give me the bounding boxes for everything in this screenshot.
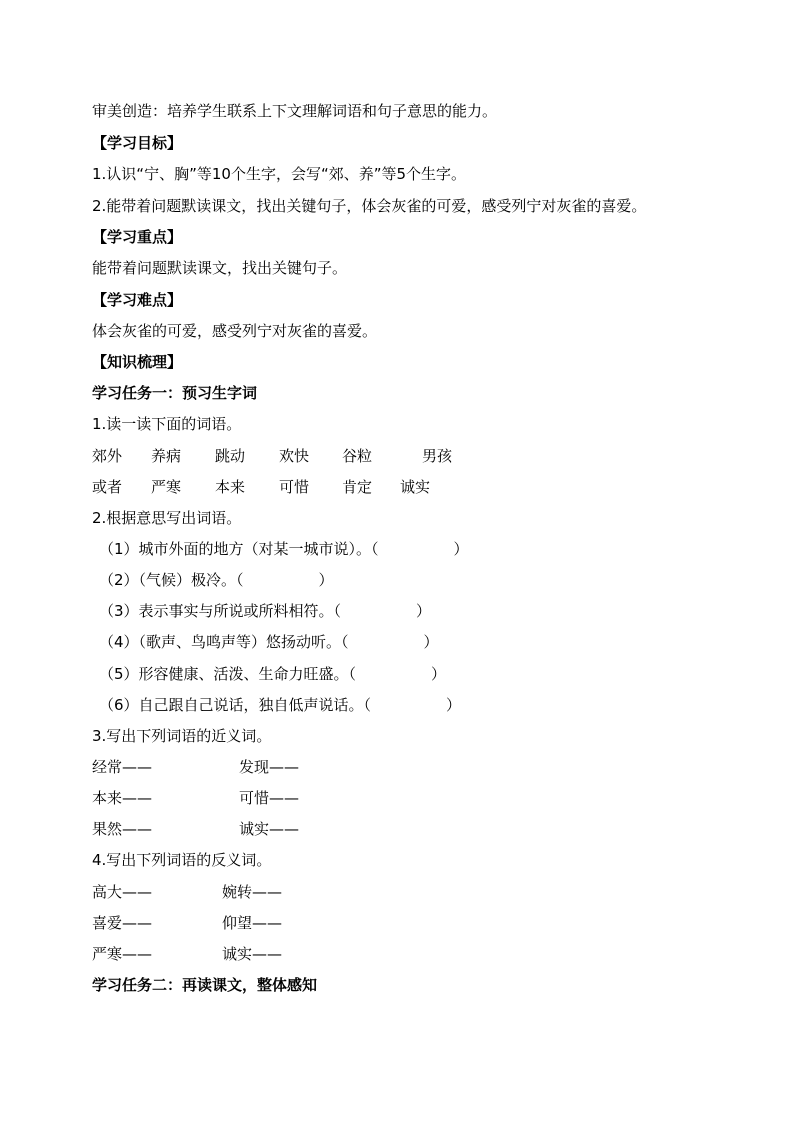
synonym-item: 经常—— <box>92 758 153 776</box>
vocab-word: 或者 <box>92 478 123 496</box>
vocab-word: 男孩 <box>422 447 453 465</box>
q2-item: （5）形容健康、活泼、生命力旺盛。（ ） <box>99 665 447 683</box>
q2-item: （2）（气候）极冷。（ ） <box>99 571 334 589</box>
difficulties-heading: 【学习难点】 <box>92 291 183 309</box>
q2-prompt: 2.根据意思写出词语。 <box>92 509 242 527</box>
synonym-item: 果然—— <box>92 820 153 838</box>
vocab-word: 严寒 <box>151 478 182 496</box>
intro-text: 审美创造：培养学生联系上下文理解词语和句子意思的能力。 <box>92 102 498 120</box>
antonym-item: 诚实—— <box>222 945 283 963</box>
knowledge-heading: 【知识梳理】 <box>92 353 183 371</box>
vocab-word: 谷粒 <box>342 447 373 465</box>
antonym-item: 严寒—— <box>92 945 153 963</box>
vocab-word: 本来 <box>215 478 246 496</box>
q2-item: （4）（歌声、鸟鸣声等）悠扬动听。（ ） <box>99 633 439 651</box>
synonym-item: 本来—— <box>92 789 153 807</box>
synonym-item: 诚实—— <box>239 820 300 838</box>
goals-heading: 【学习目标】 <box>92 134 183 152</box>
synonym-item: 发现—— <box>239 758 300 776</box>
q4-prompt: 4.写出下列词语的反义词。 <box>92 851 272 869</box>
key-points-text: 能带着问题默读课文，找出关键句子。 <box>92 259 348 277</box>
q2-item: （3）表示事实与所说或所料相符。（ ） <box>99 602 432 620</box>
task2-title: 学习任务二：再读课文，整体感知 <box>92 976 318 994</box>
q1-prompt: 1.读一读下面的词语。 <box>92 415 242 433</box>
task1-title: 学习任务一：预习生字词 <box>92 384 258 402</box>
vocab-word: 养病 <box>151 447 182 465</box>
vocab-word: 诚实 <box>400 478 431 496</box>
vocab-word: 跳动 <box>215 447 246 465</box>
key-points-heading: 【学习重点】 <box>92 228 183 246</box>
vocab-word: 肯定 <box>342 478 373 496</box>
vocab-word: 郊外 <box>92 447 123 465</box>
goal-item-2: 2.能带着问题默读课文，找出关键句子，体会灰雀的可爱，感受列宁对灰雀的喜爱。 <box>92 197 647 215</box>
synonym-item: 可惜—— <box>239 789 300 807</box>
antonym-item: 婉转—— <box>222 883 283 901</box>
antonym-item: 仰望—— <box>222 914 283 932</box>
q2-item: （1）城市外面的地方（对某一城市说）。（ ） <box>99 540 469 558</box>
q2-item: （6）自己跟自己说话，独自低声说话。（ ） <box>99 696 462 714</box>
vocab-word: 欢快 <box>279 447 310 465</box>
vocab-word: 可惜 <box>279 478 310 496</box>
difficulties-text: 体会灰雀的可爱，感受列宁对灰雀的喜爱。 <box>92 322 378 340</box>
goal-item-1: 1.认识“宁、胸”等10个生字，会写“郊、养”等5个生字。 <box>92 165 467 183</box>
antonym-item: 喜爱—— <box>92 914 153 932</box>
q3-prompt: 3.写出下列词语的近义词。 <box>92 727 272 745</box>
antonym-item: 高大—— <box>92 883 153 901</box>
